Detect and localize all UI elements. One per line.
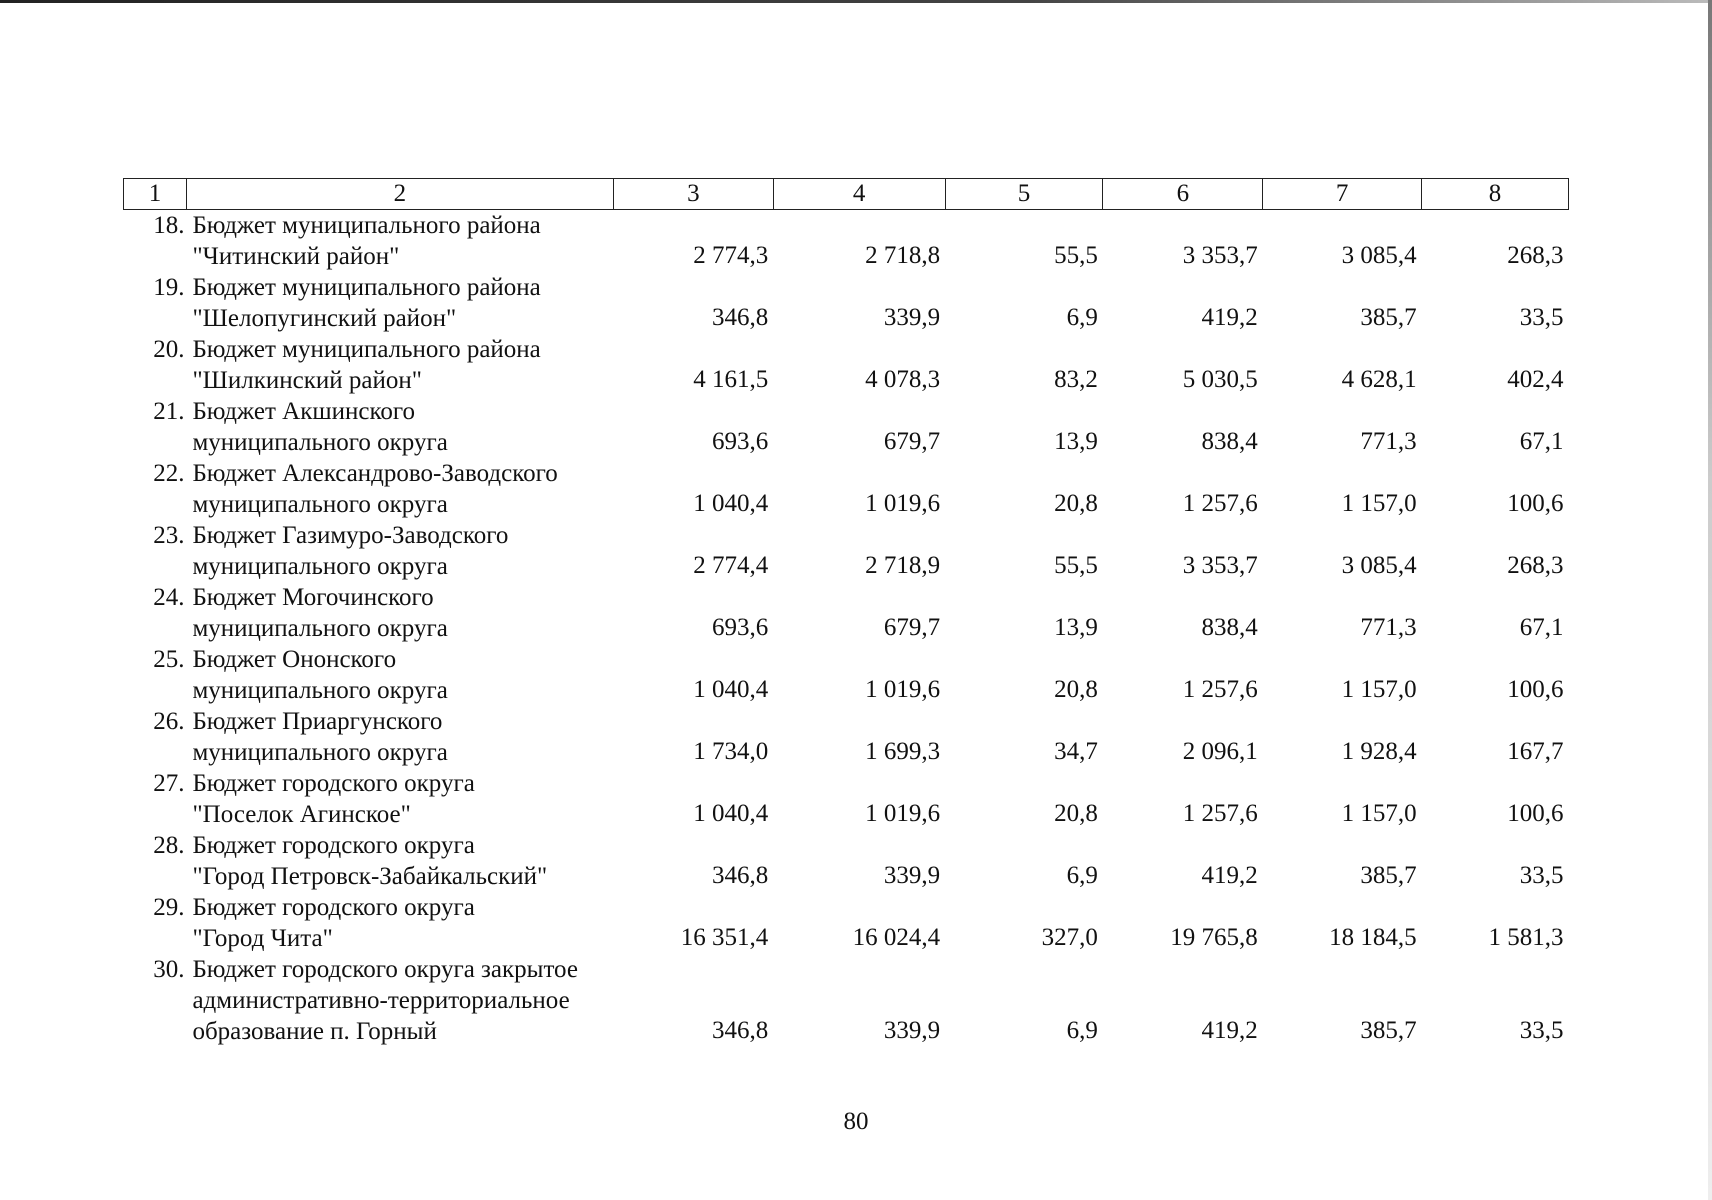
scan-edge-right bbox=[1708, 0, 1712, 1200]
value-col-3: 346,8 bbox=[711, 304, 769, 331]
column-header-5: 5 bbox=[945, 179, 1103, 210]
value-col-8: 33,5 bbox=[1519, 1017, 1564, 1044]
value-col-6: 838,4 bbox=[1201, 428, 1258, 455]
budget-name-line: муниципального округа bbox=[192, 491, 448, 518]
table-row bbox=[124, 706, 1569, 768]
row-number: 21. bbox=[153, 398, 185, 425]
budget-name bbox=[186, 458, 613, 520]
value-col-7: 771,3 bbox=[1360, 614, 1417, 641]
budget-name-line: Бюджет муниципального района bbox=[192, 336, 541, 363]
budget-name-line: Бюджет Могочинского bbox=[192, 584, 434, 611]
value-col-6: 1 257,6 bbox=[1182, 800, 1258, 827]
value-col-3: 16 351,4 bbox=[680, 924, 769, 951]
value-col-3: 1 040,4 bbox=[693, 800, 769, 827]
value-col-8: 268,3 bbox=[1507, 242, 1564, 269]
budget-name-line: Бюджет городского округа закрытое bbox=[192, 956, 578, 983]
table-row bbox=[124, 582, 1569, 644]
value-col-7: 3 085,4 bbox=[1341, 552, 1417, 579]
budget-name bbox=[186, 272, 613, 334]
budget-name-line: Бюджет Акшинского bbox=[192, 398, 415, 425]
budget-name bbox=[186, 334, 613, 396]
budget-name-line: "Город Петровск-Забайкальский" bbox=[192, 863, 548, 890]
table-row bbox=[124, 210, 1569, 273]
value-col-3: 693,6 bbox=[711, 428, 769, 455]
budget-name bbox=[186, 644, 613, 706]
budget-name-line: "Шилкинский район" bbox=[192, 367, 422, 394]
value-col-8: 67,1 bbox=[1519, 614, 1564, 641]
budget-name-line: муниципального округа bbox=[192, 553, 448, 580]
row-number: 20. bbox=[153, 336, 185, 363]
value-col-8: 100,6 bbox=[1507, 490, 1564, 517]
value-col-7: 1 928,4 bbox=[1341, 738, 1417, 765]
budget-name-line: "Шелопугинский район" bbox=[192, 305, 457, 332]
value-col-6: 1 257,6 bbox=[1182, 676, 1258, 703]
value-col-6: 3 353,7 bbox=[1182, 552, 1258, 579]
value-col-3: 2 774,4 bbox=[693, 552, 769, 579]
scan-edge-top bbox=[0, 0, 1712, 3]
budget-name bbox=[186, 892, 613, 954]
value-col-5: 34,7 bbox=[1054, 738, 1098, 765]
value-col-6: 3 353,7 bbox=[1182, 242, 1258, 269]
column-header-4: 4 bbox=[773, 179, 945, 210]
column-header-8: 8 bbox=[1422, 179, 1569, 210]
value-col-5: 6,9 bbox=[1066, 1017, 1098, 1044]
value-col-7: 385,7 bbox=[1360, 1017, 1417, 1044]
value-col-5: 20,8 bbox=[1054, 800, 1098, 827]
row-number: 30. bbox=[153, 956, 185, 983]
value-col-6: 2 096,1 bbox=[1182, 738, 1258, 765]
budget-name-line: муниципального округа bbox=[192, 739, 448, 766]
table-body bbox=[124, 210, 1569, 1048]
budget-name bbox=[186, 768, 613, 830]
value-col-6: 838,4 bbox=[1201, 614, 1258, 641]
value-col-5: 6,9 bbox=[1066, 304, 1098, 331]
budget-name bbox=[186, 520, 613, 582]
value-col-5: 13,9 bbox=[1054, 428, 1098, 455]
row-number: 29. bbox=[153, 894, 185, 921]
budget-name-line: Бюджет Александрово-Заводского bbox=[192, 460, 558, 487]
value-col-8: 33,5 bbox=[1519, 862, 1564, 889]
value-col-4: 1 019,6 bbox=[865, 676, 941, 703]
table-row bbox=[124, 458, 1569, 520]
value-col-5: 13,9 bbox=[1054, 614, 1098, 641]
value-col-7: 385,7 bbox=[1360, 304, 1417, 331]
value-col-7: 771,3 bbox=[1360, 428, 1417, 455]
value-col-5: 327,0 bbox=[1041, 924, 1098, 951]
page-number: 80 bbox=[843, 1108, 869, 1135]
budget-name bbox=[186, 396, 613, 458]
table-header bbox=[124, 179, 1569, 210]
budget-name bbox=[186, 706, 613, 768]
budget-name-line: муниципального округа bbox=[192, 429, 448, 456]
budget-table bbox=[123, 178, 1569, 1047]
value-col-6: 419,2 bbox=[1201, 304, 1258, 331]
column-header-7: 7 bbox=[1263, 179, 1422, 210]
value-col-6: 419,2 bbox=[1201, 1017, 1258, 1044]
value-col-7: 4 628,1 bbox=[1341, 366, 1417, 393]
value-col-4: 1 019,6 bbox=[865, 490, 941, 517]
value-col-6: 419,2 bbox=[1201, 862, 1258, 889]
value-col-3: 4 161,5 bbox=[693, 366, 769, 393]
value-col-4: 2 718,9 bbox=[865, 552, 941, 579]
value-col-6: 19 765,8 bbox=[1170, 924, 1258, 951]
budget-name-line: Бюджет Ононского bbox=[192, 646, 397, 673]
row-number: 27. bbox=[153, 770, 185, 797]
value-col-7: 1 157,0 bbox=[1341, 490, 1417, 517]
value-col-8: 402,4 bbox=[1507, 366, 1564, 393]
value-col-5: 20,8 bbox=[1054, 676, 1098, 703]
row-number: 28. bbox=[153, 832, 185, 859]
budget-name-line: Бюджет муниципального района bbox=[192, 212, 541, 239]
budget-name-line: Бюджет городского округа bbox=[192, 770, 475, 797]
value-col-4: 16 024,4 bbox=[852, 924, 941, 951]
budget-name-line: Бюджет Газимуро-Заводского bbox=[192, 522, 509, 549]
table-row bbox=[124, 830, 1569, 892]
value-col-4: 679,7 bbox=[883, 428, 941, 455]
budget-name bbox=[186, 830, 613, 892]
value-col-5: 83,2 bbox=[1054, 366, 1098, 393]
value-col-8: 1 581,3 bbox=[1488, 924, 1564, 951]
value-col-3: 1 040,4 bbox=[693, 490, 769, 517]
budget-name-line: Бюджет городского округа bbox=[192, 894, 475, 921]
table-row bbox=[124, 520, 1569, 582]
value-col-4: 339,9 bbox=[883, 1017, 941, 1044]
table-row bbox=[124, 954, 1569, 1047]
value-col-7: 3 085,4 bbox=[1341, 242, 1417, 269]
budget-name-line: муниципального округа bbox=[192, 615, 448, 642]
table-row bbox=[124, 272, 1569, 334]
value-col-8: 100,6 bbox=[1507, 800, 1564, 827]
budget-name bbox=[186, 582, 613, 644]
budget-name-line: административно-территориальное bbox=[192, 987, 570, 1014]
value-col-5: 20,8 bbox=[1054, 490, 1098, 517]
value-col-5: 55,5 bbox=[1054, 242, 1098, 269]
table-row bbox=[124, 644, 1569, 706]
value-col-3: 346,8 bbox=[711, 1017, 769, 1044]
row-number: 26. bbox=[153, 708, 185, 735]
budget-name bbox=[186, 210, 613, 273]
table-row bbox=[124, 768, 1569, 830]
table-row bbox=[124, 892, 1569, 954]
value-col-6: 5 030,5 bbox=[1182, 366, 1258, 393]
budget-name-line: "Поселок Агинское" bbox=[192, 801, 411, 828]
budget-name-line: "Город Чита" bbox=[192, 925, 333, 952]
value-col-7: 18 184,5 bbox=[1329, 924, 1417, 951]
value-col-5: 55,5 bbox=[1054, 552, 1098, 579]
value-col-4: 1 019,6 bbox=[865, 800, 941, 827]
value-col-6: 1 257,6 bbox=[1182, 490, 1258, 517]
value-col-3: 346,8 bbox=[711, 862, 769, 889]
column-header-2: 2 bbox=[186, 179, 613, 210]
value-col-7: 385,7 bbox=[1360, 862, 1417, 889]
value-col-3: 1 040,4 bbox=[693, 676, 769, 703]
row-number: 23. bbox=[153, 522, 185, 549]
table-row bbox=[124, 396, 1569, 458]
budget-name-line: муниципального округа bbox=[192, 677, 448, 704]
budget-name-line: Бюджет Приаргунского bbox=[192, 708, 443, 735]
value-col-8: 100,6 bbox=[1507, 676, 1564, 703]
value-col-3: 1 734,0 bbox=[693, 738, 769, 765]
value-col-7: 1 157,0 bbox=[1341, 800, 1417, 827]
value-col-8: 167,7 bbox=[1507, 738, 1564, 765]
column-header-1: 1 bbox=[124, 179, 187, 210]
value-col-8: 67,1 bbox=[1519, 428, 1564, 455]
budget-name-line: Бюджет городского округа bbox=[192, 832, 475, 859]
value-col-3: 2 774,3 bbox=[693, 242, 769, 269]
budget-name bbox=[186, 954, 613, 1047]
value-col-4: 4 078,3 bbox=[865, 366, 941, 393]
value-col-4: 679,7 bbox=[883, 614, 941, 641]
value-col-8: 33,5 bbox=[1519, 304, 1564, 331]
value-col-8: 268,3 bbox=[1507, 552, 1564, 579]
row-number: 24. bbox=[153, 584, 185, 611]
column-header-3: 3 bbox=[613, 179, 773, 210]
row-number: 18. bbox=[153, 212, 185, 239]
row-number: 22. bbox=[153, 460, 185, 487]
value-col-4: 2 718,8 bbox=[865, 242, 941, 269]
value-col-7: 1 157,0 bbox=[1341, 676, 1417, 703]
row-number: 25. bbox=[153, 646, 185, 673]
column-header-6: 6 bbox=[1103, 179, 1263, 210]
value-col-5: 6,9 bbox=[1066, 862, 1098, 889]
budget-name-line: образование п. Горный bbox=[192, 1018, 437, 1045]
value-col-4: 339,9 bbox=[883, 862, 941, 889]
budget-name-line: Бюджет муниципального района bbox=[192, 274, 541, 301]
table-row bbox=[124, 334, 1569, 396]
row-number: 19. bbox=[153, 274, 185, 301]
value-col-4: 339,9 bbox=[883, 304, 941, 331]
value-col-4: 1 699,3 bbox=[865, 738, 941, 765]
budget-name-line: "Читинский район" bbox=[192, 243, 400, 270]
value-col-3: 693,6 bbox=[711, 614, 769, 641]
header-row bbox=[124, 179, 1569, 210]
